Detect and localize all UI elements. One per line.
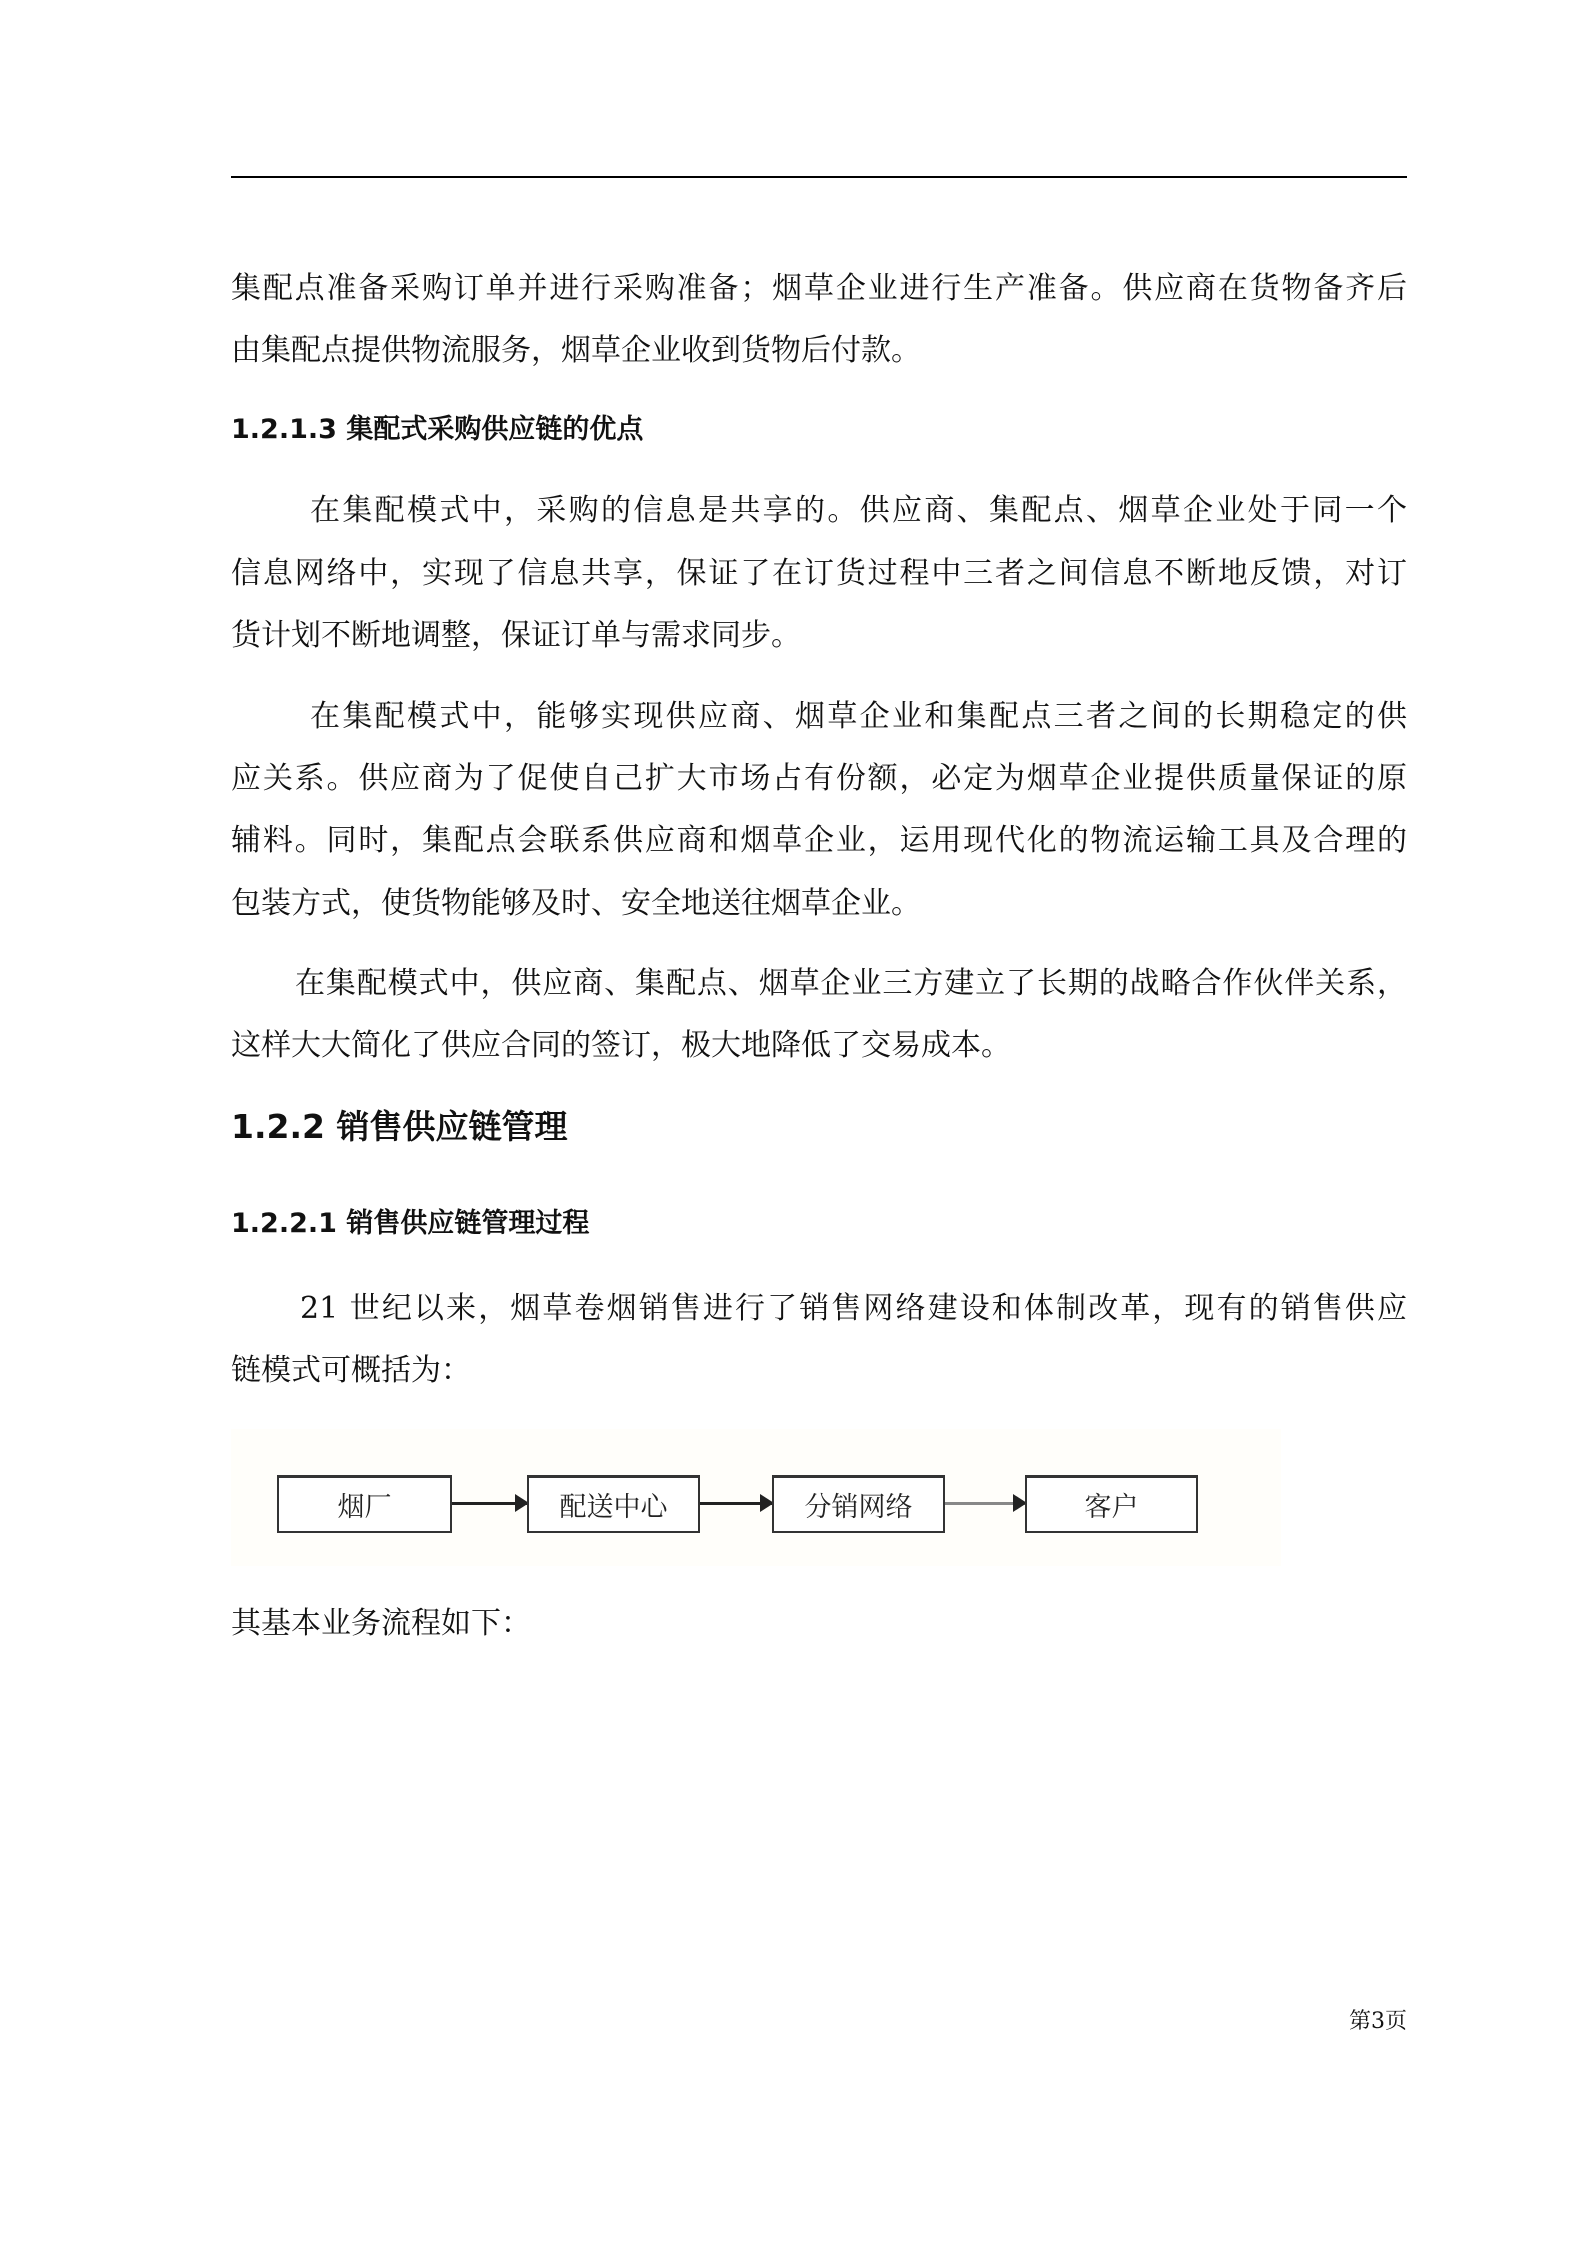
diagram-node-factory: 烟厂 — [277, 1475, 452, 1533]
paragraph-line: 21 世纪以来，烟草卷烟销售进行了销售网络建设和体制改革，现有的销售供应 — [300, 1291, 1407, 1326]
page-number: 第3页 — [1349, 2009, 1407, 2034]
paragraph-line: 在集配模式中，供应商、集配点、烟草企业三方建立了长期的战略合作伙伴关系， — [295, 966, 1407, 1001]
paragraph-line: 在集配模式中，能够实现供应商、烟草企业和集配点三者之间的长期稳定的供 — [310, 699, 1407, 734]
arrow-icon — [945, 1502, 1025, 1505]
paragraph-line: 由集配点提供物流服务，烟草企业收到货物后付款。 — [231, 333, 921, 368]
arrow-icon — [700, 1502, 772, 1505]
sales-supply-chain-diagram — [231, 1429, 1281, 1566]
paragraph-line: 在集配模式中，采购的信息是共享的。供应商、集配点、烟草企业处于同一个 — [310, 493, 1407, 528]
paragraph-line: 货计划不断地调整，保证订单与需求同步。 — [231, 618, 801, 653]
diagram-node-distribution-network: 分销网络 — [772, 1475, 945, 1533]
paragraph-line: 其基本业务流程如下： — [231, 1606, 531, 1641]
paragraph-line: 应关系。供应商为了促使自己扩大市场占有份额，必定为烟草企业提供质量保证的原 — [231, 761, 1407, 796]
diagram-node-distribution-center: 配送中心 — [527, 1475, 700, 1533]
paragraph-line: 辅料。同时，集配点会联系供应商和烟草企业，运用现代化的物流运输工具及合理的 — [231, 823, 1407, 858]
paragraph-line: 包装方式，使货物能够及时、安全地送往烟草企业。 — [231, 886, 921, 921]
diagram-node-customer: 客户 — [1025, 1475, 1198, 1533]
arrow-icon — [452, 1502, 527, 1505]
paragraph-line: 集配点准备采购订单并进行采购准备；烟草企业进行生产准备。供应商在货物备齐后 — [231, 271, 1407, 306]
heading-1-2-2: 1.2.2 销售供应链管理 — [231, 1107, 568, 1146]
paragraph-line: 这样大大简化了供应合同的签订，极大地降低了交易成本。 — [231, 1028, 1011, 1063]
paragraph-line: 链模式可概括为： — [231, 1353, 471, 1388]
paragraph-line: 信息网络中，实现了信息共享，保证了在订货过程中三者之间信息不断地反馈，对订 — [231, 556, 1407, 591]
heading-1-2-1-3: 1.2.1.3 集配式采购供应链的优点 — [231, 414, 644, 445]
header-rule — [231, 176, 1407, 178]
heading-1-2-2-1: 1.2.2.1 销售供应链管理过程 — [231, 1208, 590, 1239]
